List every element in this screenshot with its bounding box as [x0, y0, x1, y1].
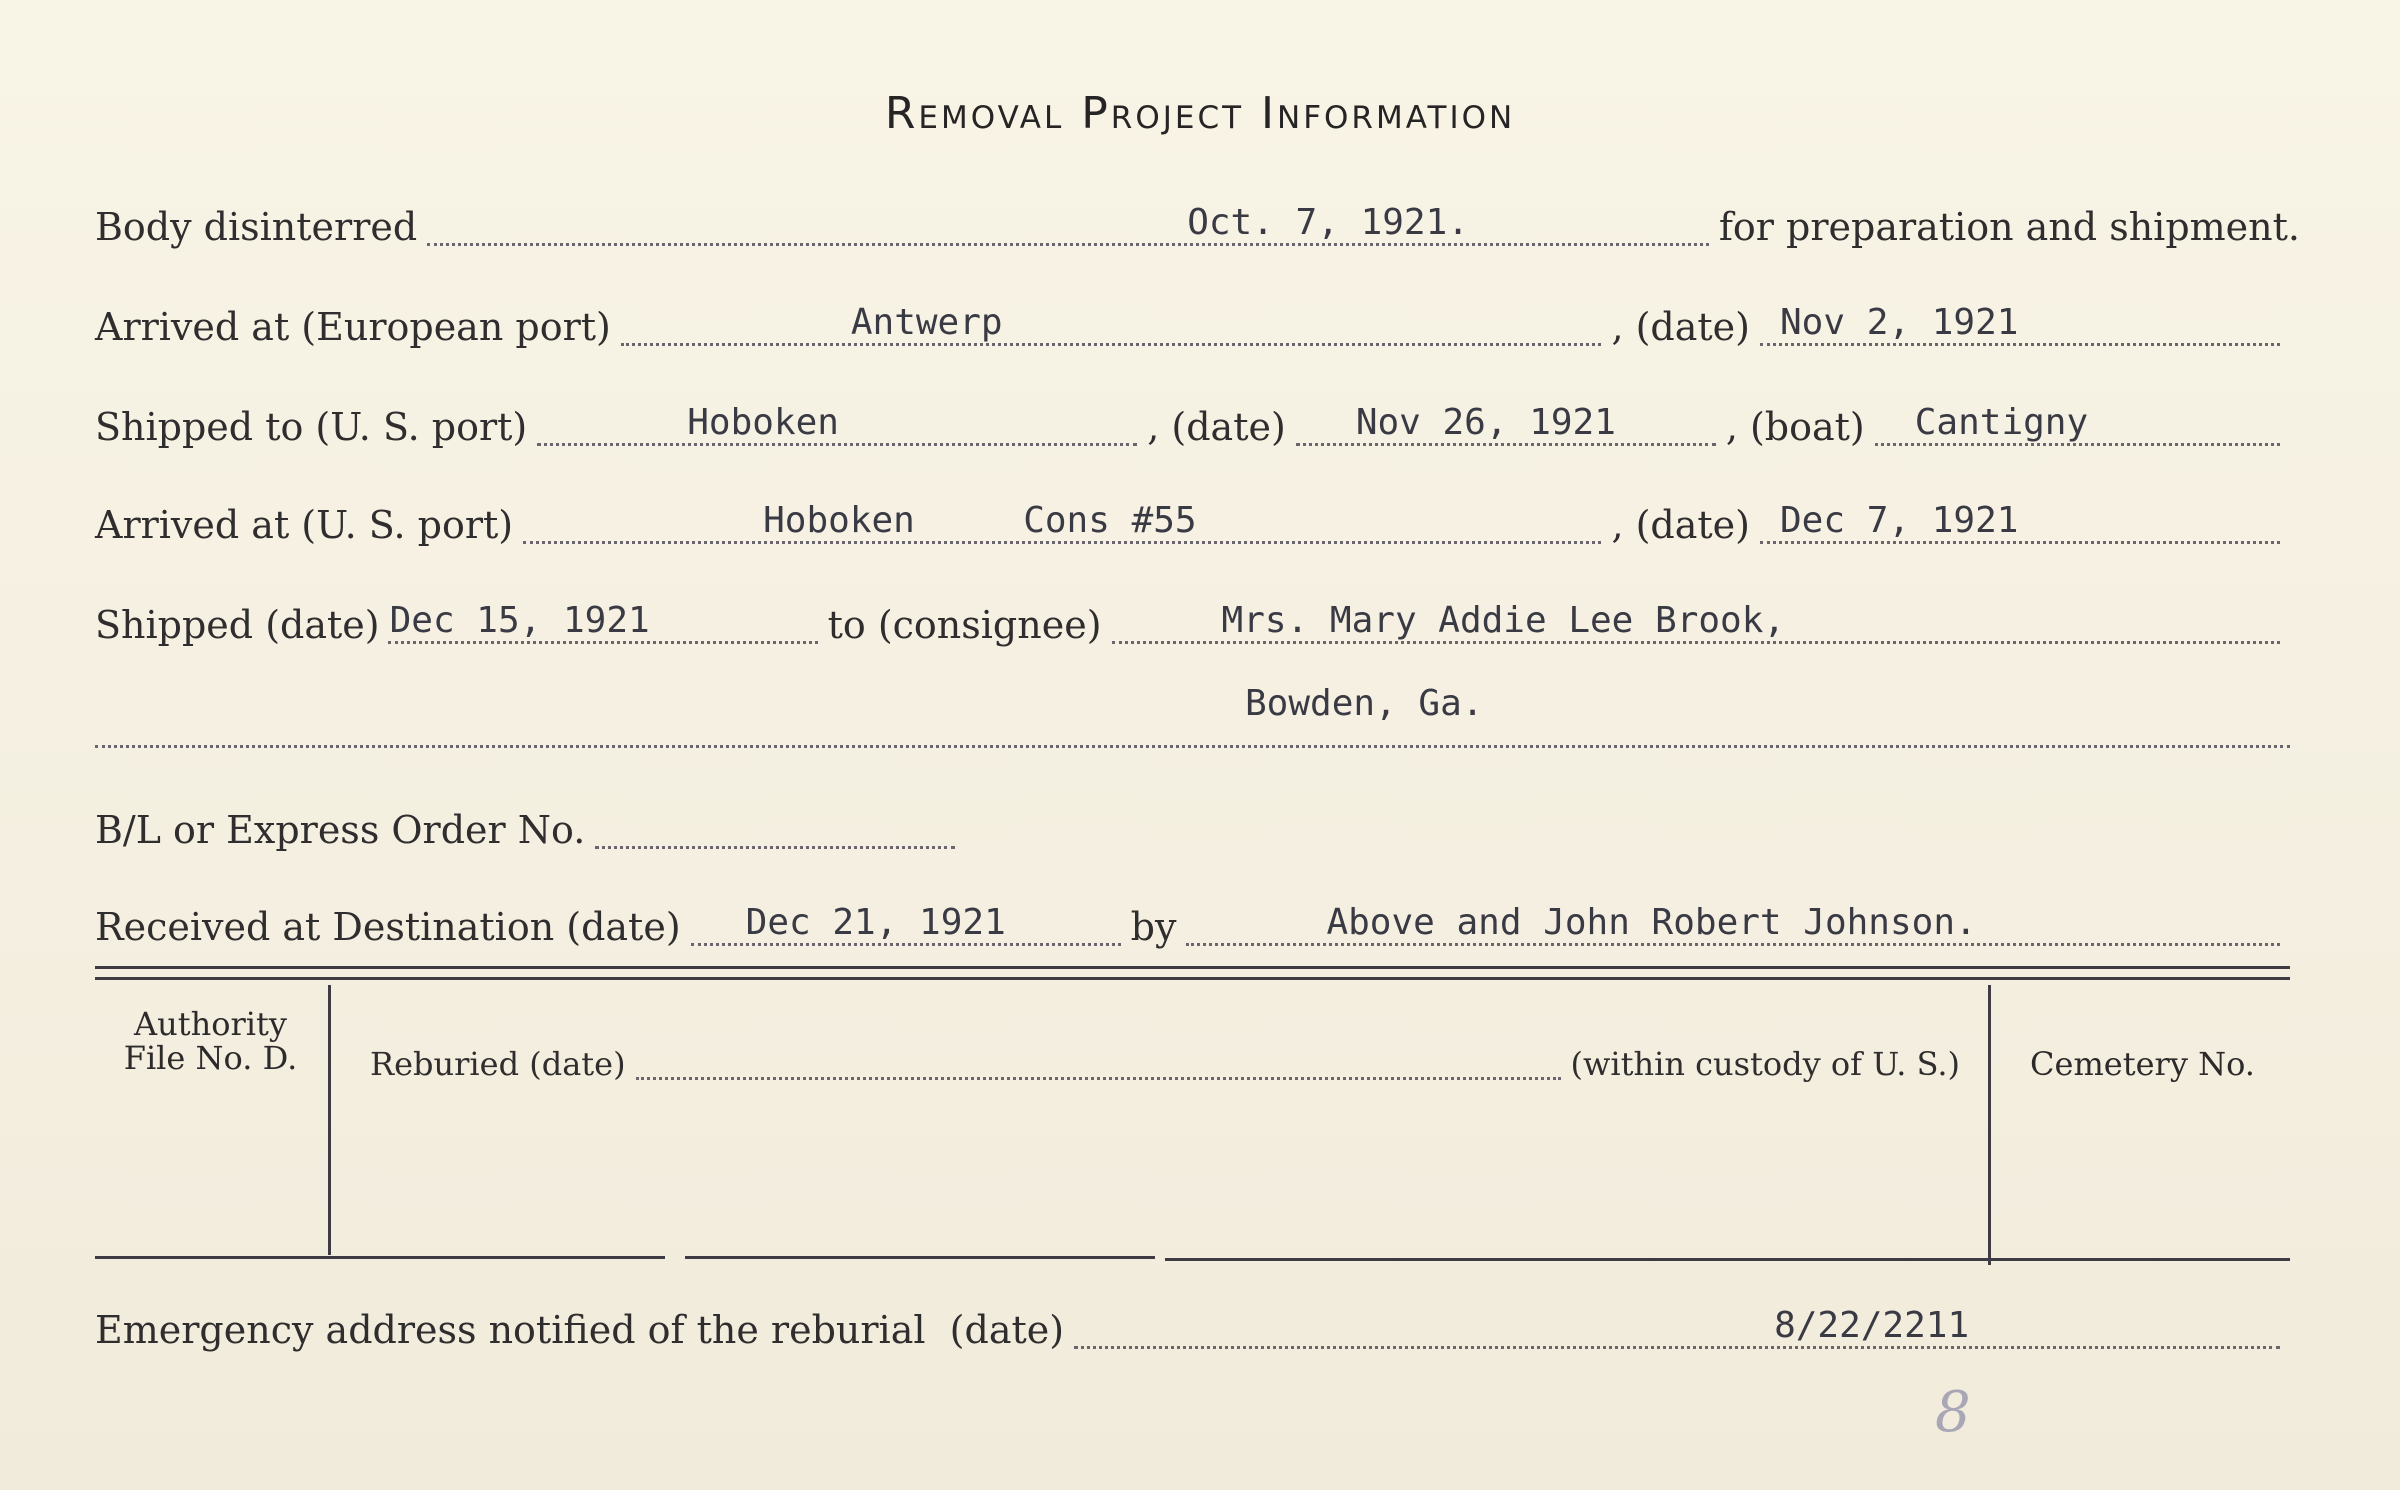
shipped-us-date-field[interactable]: [1296, 402, 1716, 446]
emergency-date-field[interactable]: [1074, 1305, 2280, 1349]
received-date-value: Dec 21, 1921: [745, 902, 1006, 943]
order-field[interactable]: [595, 808, 955, 849]
arrived-us-value: Hoboken Cons #55: [763, 500, 1197, 541]
received-by-field[interactable]: [1186, 902, 2280, 946]
european-port-date-value: Nov 2, 1921: [1780, 302, 2019, 343]
handwritten-mark: 8: [1935, 1380, 1971, 1445]
table-divider-left: [328, 985, 331, 1255]
european-port-row: [95, 302, 2290, 349]
shipped-date-label: Shipped (date): [95, 603, 380, 647]
reburied-row: [370, 1045, 1960, 1083]
cemetery-no-label: Cemetery No.: [2030, 1045, 2255, 1083]
received-by-label: by: [1130, 905, 1177, 949]
consignee-line2-rule[interactable]: [95, 745, 2290, 748]
shipped-date-row: [95, 600, 2290, 647]
shipped-us-boat-value: Cantigny: [1914, 402, 2089, 443]
european-port-date-field[interactable]: [1760, 302, 2280, 346]
disinterred-value: Oct. 7, 1921.: [1187, 202, 1469, 243]
card-title: Removal Project Information: [884, 88, 1516, 139]
european-port-value: Antwerp: [850, 302, 1003, 343]
table-top-rule: [95, 966, 2290, 980]
order-label: B/L or Express Order No.: [95, 808, 586, 852]
received-date-field[interactable]: [691, 902, 1121, 946]
emergency-date-value: 8/22/2211: [1774, 1305, 1970, 1346]
consignee-field[interactable]: [1112, 600, 2280, 644]
arrived-us-label: Arrived at (U. S. port): [95, 503, 514, 547]
arrived-us-date-field[interactable]: [1760, 500, 2280, 544]
arrived-us-date-value: Dec 7, 1921: [1780, 500, 2019, 541]
disinterred-row: [95, 202, 2300, 249]
shipped-date-field[interactable]: [388, 600, 818, 644]
disinterred-label: Body disinterred: [95, 205, 418, 249]
emergency-row: [95, 1305, 2290, 1352]
reburied-label: Reburied (date): [370, 1045, 626, 1083]
shipped-us-field[interactable]: [537, 402, 1137, 446]
arrived-us-row: [95, 500, 2290, 547]
table-divider-right: [1988, 985, 1991, 1265]
shipped-us-row: [95, 402, 2290, 449]
table-bottom-rule-3: [1165, 1258, 2290, 1261]
european-port-label: Arrived at (European port): [95, 305, 611, 349]
consignee-value: Mrs. Mary Addie Lee Brook,: [1221, 600, 1786, 641]
consignee-label: to (consignee): [827, 603, 1102, 647]
shipped-us-date-label: , (date): [1147, 405, 1286, 449]
consignee-value-line2: Bowden, Ga.: [1245, 683, 1484, 724]
received-row: [95, 902, 2290, 949]
received-label: Received at Destination (date): [95, 905, 681, 949]
emergency-label: Emergency address notified of the reburial (date): [95, 1308, 1065, 1352]
custody-label: (within custody of U. S.): [1570, 1045, 1960, 1083]
shipped-us-date-value: Nov 26, 1921: [1355, 402, 1616, 443]
received-by-value: Above and John Robert Johnson.: [1326, 902, 1977, 943]
european-port-field[interactable]: [621, 302, 1602, 346]
disinterred-suffix: for preparation and shipment.: [1718, 205, 2300, 249]
shipped-us-boat-label: , (boat): [1725, 405, 1865, 449]
european-port-date-label: , (date): [1611, 305, 1750, 349]
arrived-us-date-label: , (date): [1611, 503, 1750, 547]
shipped-us-value: Hoboken: [687, 402, 839, 443]
authority-file-label: Authority File No. D.: [123, 1005, 298, 1077]
reburied-field[interactable]: [636, 1045, 1561, 1080]
table-bottom-rule-1: [95, 1256, 665, 1259]
disinterred-field[interactable]: [427, 202, 1709, 246]
shipped-us-label: Shipped to (U. S. port): [95, 405, 528, 449]
shipped-date-value: Dec 15, 1921: [389, 600, 650, 641]
shipped-us-boat-field[interactable]: [1875, 402, 2280, 446]
order-row: [95, 808, 965, 852]
table-bottom-rule-2: [685, 1256, 1155, 1259]
arrived-us-field[interactable]: [523, 500, 1601, 544]
